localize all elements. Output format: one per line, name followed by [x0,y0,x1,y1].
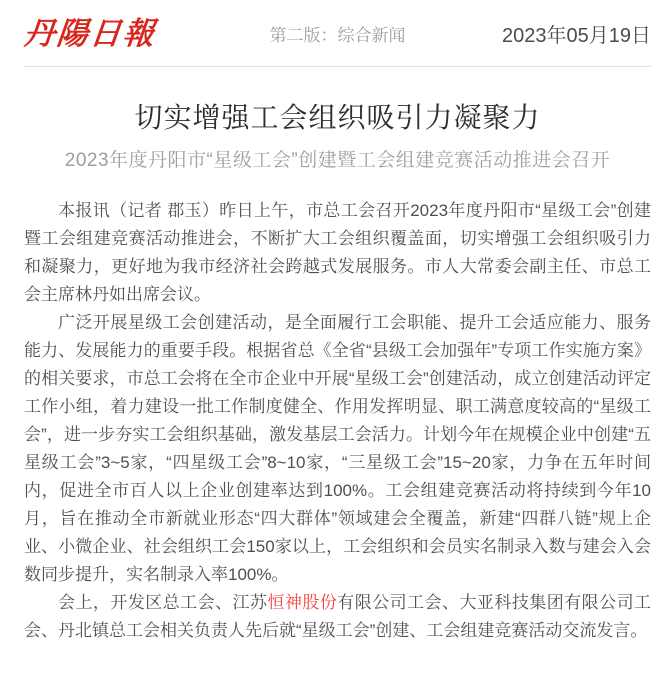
header-bar [24,0,651,67]
page-header [0,0,664,67]
newspaper-logo[interactable]: 丹陽日報 [22,15,158,52]
paragraph-2: 广泛开展星级工会创建活动，是全面履行工会职能、提升工会适应能力、服务能力、发展能力的重要手段。根据省总《全省“县级工会加强年”专项工作实施方案》的相关要求，市总工会将在全市企业中开展“星级工会”创建活动，成立创建活动评定工作小组，着力建设一批工作制度健全、作用发挥明显、职工满意度较高的“星级工会”，进一步夯实工会组织基础，激发基层工会活力。计划今年在规模企业中创建“五星级工会”3~5家，“四星级工会”8~10家，“三星级工会”15~20家，力争在五年时间内，促进全市百人以上企业创建率达到100%。工会组建竞赛活动将持续到今年10月，旨在推动全市新就业形态“四大群体”领域建会全覆盖，新建“四群八链”规上企业、小微企业、社会组织工会150家以上，工会组织和会员实名制录入数与建会入会数同步提升，实名制录入率100%。 [24,313,651,585]
article [24,100,651,671]
article-subtitle: 2023年度丹阳市“星级工会”创建暨工会组建竞赛活动推进会召开 [64,150,611,172]
issue-date: 2023年05月19日 [502,24,651,47]
section-breadcrumb[interactable]: 第二版：综合新闻 [269,25,406,45]
article-title: 切实增强工会组织吸引力凝聚力 [134,102,541,133]
paragraph-3-text-after: 有限公司工会、大亚科技集团有限公司工会、丹北镇总工会相关负责人先后就“星级工会”创建、工会组建竞赛活动交流发言。 [24,593,652,641]
paragraph-3 [24,589,651,645]
company-keyword-link[interactable]: 恒神股份 [267,593,338,613]
paragraph-3-text-before: 会上，开发区总工会、江苏 [58,593,268,613]
paragraph-1: 本报讯（记者 郡玉）昨日上午，市总工会召开2023年度丹阳市“星级工会”创建暨工会组建竞赛活动推进会，不断扩大工会组织覆盖面，切实增强工会组织吸引力和凝聚力，更好地为我市经济社会跨越式发展服务。市人大常委会副主任、市总工会主席林丹如出席会议。 [24,201,651,305]
article-body [24,197,651,645]
